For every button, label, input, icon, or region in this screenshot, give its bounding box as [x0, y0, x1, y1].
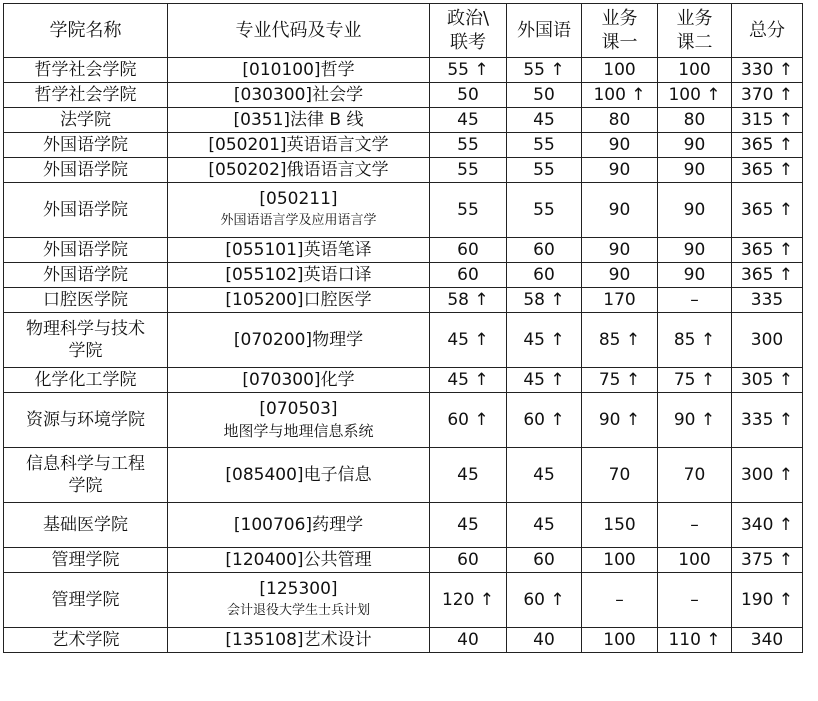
- major-cell-line: [070200]物理学: [233, 330, 364, 350]
- header-politics: [430, 4, 507, 58]
- table-row: [4, 368, 803, 393]
- course2-cell: 100: [658, 548, 732, 573]
- table-row: [4, 108, 803, 133]
- major-cell: [168, 368, 430, 393]
- major-cell: [168, 108, 430, 133]
- school-cell: [4, 393, 168, 448]
- course2-cell: 90 ↑: [658, 393, 732, 448]
- major-cell-line: [055101]英语笔译: [225, 240, 372, 260]
- table-body: [4, 58, 803, 653]
- school-cell-line: 外国语学院: [43, 135, 128, 155]
- table-row: [4, 238, 803, 263]
- foreign-cell: 50: [507, 83, 582, 108]
- course1-cell: 170: [582, 288, 658, 313]
- course2-cell: 90: [658, 238, 732, 263]
- course1-cell: 100: [582, 548, 658, 573]
- school-cell: [4, 288, 168, 313]
- politics-cell: 40: [430, 628, 507, 653]
- school-cell-line: 口腔医学院: [43, 290, 128, 310]
- politics-cell: 55 ↑: [430, 58, 507, 83]
- course1-cell: –: [582, 573, 658, 628]
- table-row: [4, 183, 803, 238]
- major-cell-line: [050211]: [259, 189, 338, 209]
- major-cell-line: 会计退役大学生士兵计划: [226, 603, 370, 618]
- major-cell-line: [050202]俄语语言文学: [208, 160, 389, 180]
- school-cell: [4, 368, 168, 393]
- foreign-cell: 45: [507, 448, 582, 503]
- table-row: [4, 83, 803, 108]
- course2-cell: 80: [658, 108, 732, 133]
- table-row: [4, 158, 803, 183]
- total-cell: 300: [732, 313, 803, 368]
- header-course2-line1: 业务: [676, 7, 713, 29]
- school-cell: [4, 628, 168, 653]
- foreign-cell: 45 ↑: [507, 313, 582, 368]
- header-row: [4, 4, 803, 58]
- score-table: [3, 3, 803, 653]
- major-cell-line: [0351]法律 B 线: [233, 110, 364, 130]
- major-cell: [168, 573, 430, 628]
- politics-cell: 45 ↑: [430, 368, 507, 393]
- foreign-cell: 60 ↑: [507, 573, 582, 628]
- school-cell-line: 资源与环境学院: [26, 410, 145, 430]
- major-cell: [168, 628, 430, 653]
- major-cell: [168, 83, 430, 108]
- foreign-cell: 58 ↑: [507, 288, 582, 313]
- major-cell: [168, 313, 430, 368]
- course1-cell: 90: [582, 133, 658, 158]
- header-politics-line1: 政治\: [446, 7, 490, 29]
- course1-cell: 90: [582, 263, 658, 288]
- major-cell: [168, 263, 430, 288]
- course1-cell: 150: [582, 503, 658, 548]
- politics-cell: 60 ↑: [430, 393, 507, 448]
- politics-cell: 55: [430, 183, 507, 238]
- school-cell-line: 法学院: [60, 110, 111, 130]
- course2-cell: 70: [658, 448, 732, 503]
- course2-cell: 100: [658, 58, 732, 83]
- foreign-cell: 60 ↑: [507, 393, 582, 448]
- school-cell: [4, 548, 168, 573]
- politics-cell: 45: [430, 503, 507, 548]
- major-cell: [168, 133, 430, 158]
- foreign-cell: 60: [507, 263, 582, 288]
- major-cell-line: [125300]: [259, 579, 338, 599]
- school-cell: [4, 183, 168, 238]
- school-cell-line: 艺术学院: [51, 630, 120, 650]
- course1-cell: 100: [582, 628, 658, 653]
- course2-cell: 75 ↑: [658, 368, 732, 393]
- school-cell: [4, 133, 168, 158]
- politics-cell: 60: [430, 548, 507, 573]
- course2-cell: –: [658, 288, 732, 313]
- total-cell: 365 ↑: [732, 158, 803, 183]
- school-cell: [4, 573, 168, 628]
- school-cell-line: 外国语学院: [43, 160, 128, 180]
- course1-cell: 90 ↑: [582, 393, 658, 448]
- total-cell: 365 ↑: [732, 238, 803, 263]
- school-cell-line: 外国语学院: [43, 200, 128, 220]
- header-course1: [582, 4, 658, 58]
- header-course2: [658, 4, 732, 58]
- header-course1-line2: 课一: [601, 31, 638, 53]
- major-cell-line: [010100]哲学: [242, 60, 355, 80]
- major-cell: [168, 393, 430, 448]
- course2-cell: –: [658, 573, 732, 628]
- major-cell: [168, 183, 430, 238]
- major-cell-line: [070300]化学: [242, 370, 355, 390]
- course2-cell: –: [658, 503, 732, 548]
- foreign-cell: 60: [507, 548, 582, 573]
- major-cell: [168, 503, 430, 548]
- major-cell-line: [030300]社会学: [233, 85, 364, 105]
- course1-cell: 90: [582, 183, 658, 238]
- total-cell: 305 ↑: [732, 368, 803, 393]
- total-cell: 370 ↑: [732, 83, 803, 108]
- school-cell-line: 哲学社会学院: [34, 85, 137, 105]
- course1-cell: 75 ↑: [582, 368, 658, 393]
- course1-cell: 85 ↑: [582, 313, 658, 368]
- table-row: [4, 393, 803, 448]
- total-cell: 300 ↑: [732, 448, 803, 503]
- major-cell-line: [135108]艺术设计: [225, 630, 372, 650]
- course2-cell: 90: [658, 183, 732, 238]
- total-cell: 340 ↑: [732, 503, 803, 548]
- table-row: [4, 503, 803, 548]
- course2-cell: 90: [658, 133, 732, 158]
- course1-cell: 100 ↑: [582, 83, 658, 108]
- total-cell: 335 ↑: [732, 393, 803, 448]
- table-row: [4, 263, 803, 288]
- total-cell: 330 ↑: [732, 58, 803, 83]
- major-cell-line: 外国语语言学及应用语言学: [220, 213, 377, 228]
- major-cell-line: 地图学与地理信息系统: [223, 422, 374, 440]
- total-cell: 190 ↑: [732, 573, 803, 628]
- course2-cell: 110 ↑: [658, 628, 732, 653]
- politics-cell: 45: [430, 448, 507, 503]
- total-cell: 365 ↑: [732, 263, 803, 288]
- total-cell: 335: [732, 288, 803, 313]
- header-course2-line2: 课二: [676, 31, 713, 53]
- major-cell-line: [050201]英语语言文学: [208, 135, 389, 155]
- course2-cell: 100 ↑: [658, 83, 732, 108]
- major-cell: [168, 238, 430, 263]
- school-cell-line: 外国语学院: [43, 240, 128, 260]
- school-cell-line: 哲学社会学院: [34, 60, 137, 80]
- politics-cell: 120 ↑: [430, 573, 507, 628]
- table-row: [4, 288, 803, 313]
- total-cell: 365 ↑: [732, 133, 803, 158]
- table-row: [4, 628, 803, 653]
- major-cell-line: [085400]电子信息: [225, 465, 372, 485]
- school-cell: [4, 108, 168, 133]
- table-row: [4, 548, 803, 573]
- total-cell: 340: [732, 628, 803, 653]
- politics-cell: 55: [430, 133, 507, 158]
- politics-cell: 45 ↑: [430, 313, 507, 368]
- major-cell: [168, 158, 430, 183]
- major-cell: [168, 58, 430, 83]
- major-cell-line: [070503]: [259, 399, 338, 419]
- school-cell-line: 管理学院: [51, 590, 120, 610]
- politics-cell: 58 ↑: [430, 288, 507, 313]
- politics-cell: 45: [430, 108, 507, 133]
- total-cell: 365 ↑: [732, 183, 803, 238]
- school-cell-line: 学院: [68, 476, 103, 496]
- major-cell-line: [100706]药理学: [233, 515, 364, 535]
- major-cell-line: [055102]英语口译: [225, 265, 372, 285]
- major-cell: [168, 448, 430, 503]
- foreign-cell: 45: [507, 108, 582, 133]
- politics-cell: 50: [430, 83, 507, 108]
- politics-cell: 60: [430, 238, 507, 263]
- table-row: [4, 448, 803, 503]
- total-cell: 375 ↑: [732, 548, 803, 573]
- foreign-cell: 45 ↑: [507, 368, 582, 393]
- header-total: 总分: [732, 4, 803, 58]
- foreign-cell: 40: [507, 628, 582, 653]
- school-cell-line: 信息科学与工程: [26, 454, 145, 474]
- foreign-cell: 55: [507, 183, 582, 238]
- school-cell-line: 物理科学与技术: [26, 319, 145, 339]
- school-cell: [4, 263, 168, 288]
- course2-cell: 90: [658, 263, 732, 288]
- major-cell-line: [105200]口腔医学: [225, 290, 372, 310]
- course2-cell: 90: [658, 158, 732, 183]
- foreign-cell: 55: [507, 133, 582, 158]
- course2-cell: 85 ↑: [658, 313, 732, 368]
- header-school: 学院名称: [4, 4, 168, 58]
- school-cell-line: 外国语学院: [43, 265, 128, 285]
- school-cell-line: 管理学院: [51, 550, 120, 570]
- course1-cell: 90: [582, 238, 658, 263]
- header-course1-line1: 业务: [601, 7, 638, 29]
- header-major: 专业代码及专业: [168, 4, 430, 58]
- school-cell: [4, 448, 168, 503]
- header-foreign: 外国语: [507, 4, 582, 58]
- foreign-cell: 55 ↑: [507, 58, 582, 83]
- school-cell-line: 学院: [68, 341, 103, 361]
- header-politics-line2: 联考: [450, 31, 486, 53]
- table-row: [4, 58, 803, 83]
- foreign-cell: 60: [507, 238, 582, 263]
- politics-cell: 60: [430, 263, 507, 288]
- course1-cell: 70: [582, 448, 658, 503]
- school-cell: [4, 158, 168, 183]
- course1-cell: 90: [582, 158, 658, 183]
- total-cell: 315 ↑: [732, 108, 803, 133]
- major-cell-line: [120400]公共管理: [225, 550, 372, 570]
- foreign-cell: 45: [507, 503, 582, 548]
- course1-cell: 80: [582, 108, 658, 133]
- school-cell-line: 化学化工学院: [34, 370, 137, 390]
- school-cell: [4, 503, 168, 548]
- politics-cell: 55: [430, 158, 507, 183]
- table-row: [4, 313, 803, 368]
- school-cell: [4, 313, 168, 368]
- major-cell: [168, 288, 430, 313]
- school-cell: [4, 58, 168, 83]
- table-row: [4, 573, 803, 628]
- table-row: [4, 133, 803, 158]
- school-cell: [4, 83, 168, 108]
- foreign-cell: 55: [507, 158, 582, 183]
- major-cell: [168, 548, 430, 573]
- school-cell: [4, 238, 168, 263]
- course1-cell: 100: [582, 58, 658, 83]
- school-cell-line: 基础医学院: [43, 515, 128, 535]
